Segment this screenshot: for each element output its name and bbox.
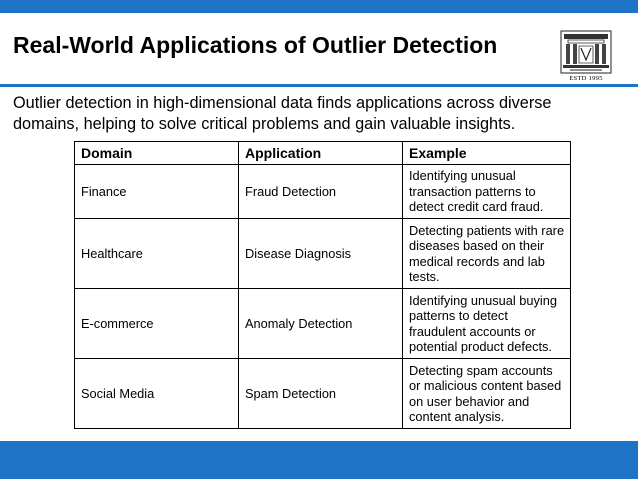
domain-cell: Finance [75,165,239,219]
domain-cell: E-commerce [75,289,239,359]
example-cell: Identifying unusual buying patterns to detect fraudulent accounts or potential product defects. [403,289,571,359]
application-cell: Spam Detection [239,359,403,429]
institution-building-icon [560,30,612,75]
table-row [75,219,571,289]
logo-caption: ESTD 1995 [569,75,603,82]
application-cell: Fraud Detection [239,165,403,219]
application-cell: Disease Diagnosis [239,219,403,289]
header-domain: Domain [75,142,239,165]
title-divider [0,84,638,87]
domain-cell: Social Media [75,359,239,429]
intro-paragraph: Outlier detection in high-dimensional data finds applications across diverse domains, helping to solve critical problems and gain valuable insights. [13,94,552,133]
slide-title: Real-World Applications of Outlier Detection [13,32,498,58]
bottom-accent-bar [0,441,638,479]
header-example: Example [403,142,571,165]
example-cell: Detecting spam accounts or malicious content based on user behavior and content analysis. [403,359,571,429]
domain-cell: Healthcare [75,219,239,289]
application-cell: Anomaly Detection [239,289,403,359]
table-row [75,359,571,429]
header-application: Application [239,142,403,165]
top-accent-bar [0,0,638,13]
table-row [75,165,571,219]
applications-table [74,141,571,429]
table-row [75,289,571,359]
institution-logo [560,30,612,84]
example-cell: Detecting patients with rare diseases based on their medical records and lab tests. [403,219,571,289]
example-cell: Identifying unusual transaction patterns to detect credit card fraud. [403,165,571,219]
table-header-row [75,142,571,165]
